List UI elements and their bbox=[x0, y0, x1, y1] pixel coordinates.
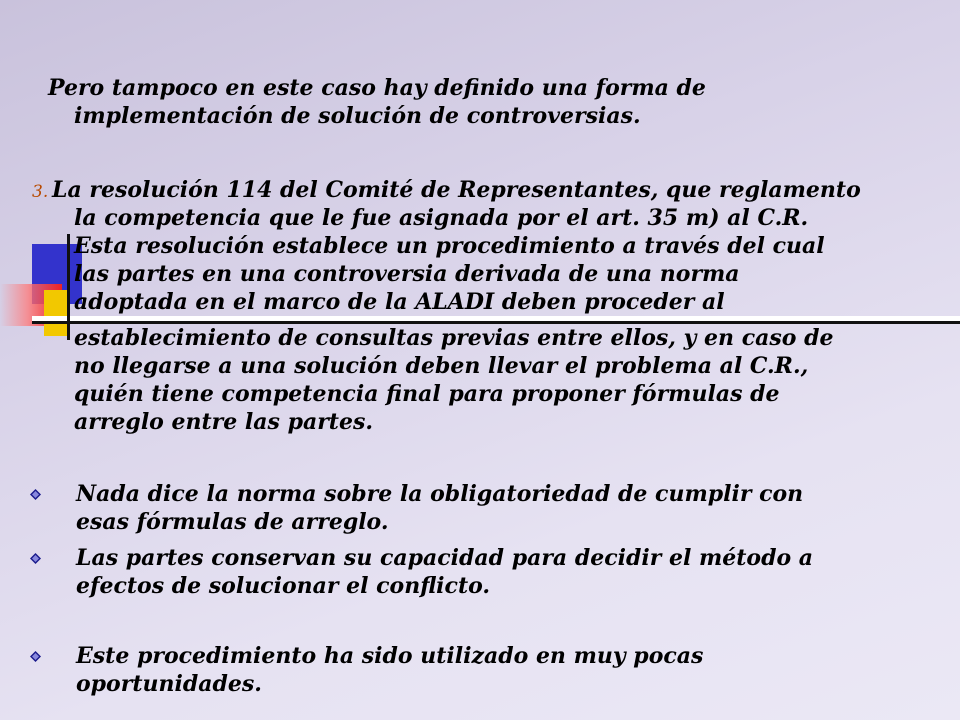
diamond-bullet-icon bbox=[30, 651, 41, 662]
item-line-5: adoptada en el marco de la ALADI deben proceder al bbox=[74, 289, 725, 315]
item-line-3: Esta resolución establece un procedimiento a través del cual bbox=[74, 233, 825, 259]
item-line-7: no llegarse a una solución deben llevar el problema al C.R., bbox=[74, 353, 809, 379]
intro-line-2: implementación de solución de controversias. bbox=[74, 103, 641, 129]
item-line-8: quién tiene competencia final para proponer fórmulas de bbox=[74, 381, 780, 407]
item-line-2: la competencia que le fue asignada por el art. 35 m) al C.R. bbox=[74, 205, 809, 231]
bullet-line-2: efectos de solucionar el conflicto. bbox=[76, 573, 491, 599]
vertical-rule bbox=[67, 234, 70, 340]
item-line-4: las partes en una controversia derivada de una norma bbox=[74, 261, 740, 287]
diamond-bullet-icon bbox=[30, 489, 41, 500]
bullet-line-1: Las partes conservan su capacidad para decidir el método a bbox=[76, 545, 814, 571]
item-line-6: establecimiento de consultas previas entre ellos, y en caso de bbox=[74, 325, 834, 351]
diamond-bullet-icon bbox=[30, 553, 41, 564]
intro-line-1: Pero tampoco en este caso hay definido una forma de bbox=[48, 75, 706, 101]
item-line-1: La resolución 114 del Comité de Representantes, que reglamento bbox=[52, 177, 861, 203]
bullet-line-2: oportunidades. bbox=[76, 671, 262, 697]
bullet-line-2: esas fórmulas de arreglo. bbox=[76, 509, 389, 535]
bullet-line-1: Este procedimiento ha sido utilizado en muy pocas bbox=[76, 643, 704, 669]
bullet-line-1: Nada dice la norma sobre la obligatoriedad de cumplir con bbox=[76, 481, 804, 507]
item-number: 3. bbox=[32, 182, 49, 202]
item-line-9: arreglo entre las partes. bbox=[74, 409, 373, 435]
